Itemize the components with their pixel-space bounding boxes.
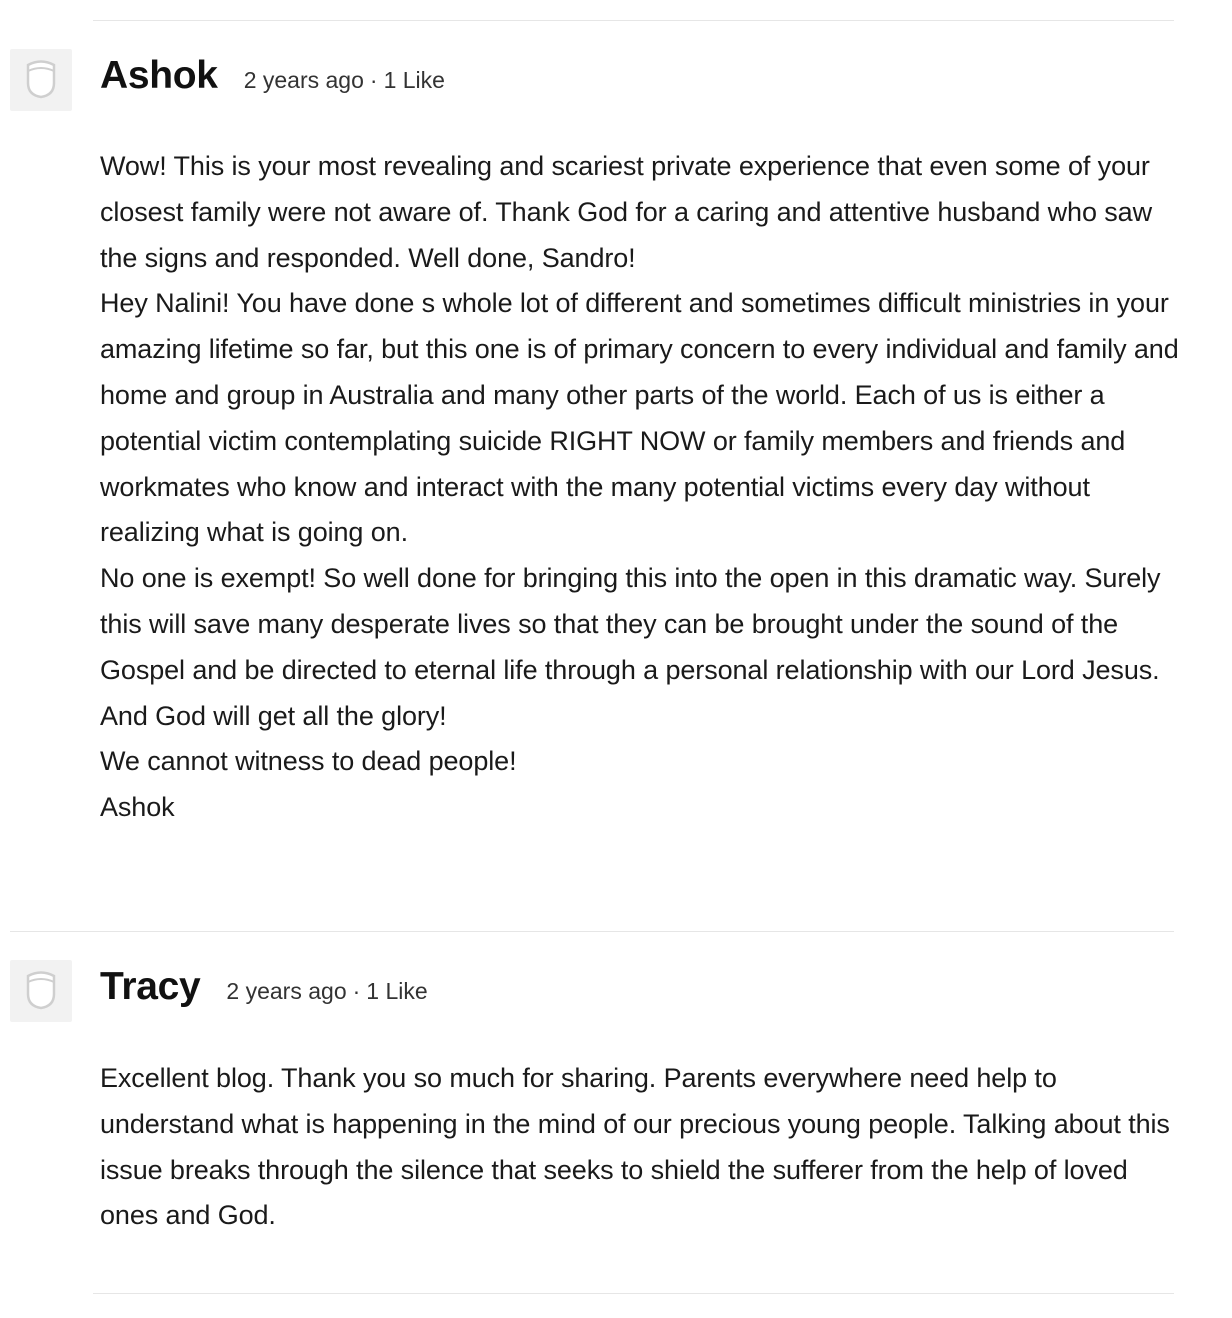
comment-divider	[93, 20, 1174, 21]
default-avatar-icon	[25, 970, 57, 1012]
comment-body	[100, 1056, 1180, 1239]
comment-time[interactable]: 2 years ago	[243, 67, 364, 93]
meta-separator: ·	[352, 978, 361, 1004]
comment-meta	[226, 978, 427, 1005]
comment-header	[100, 965, 428, 1009]
comment-divider	[10, 931, 1174, 932]
comment-meta	[244, 67, 445, 94]
comment-paragraph: No one is exempt! So well done for bringing this into the open in this dramatic way. Surely this will save many desperate lives so that they can be brought under the sound of the Gospel and be directed to eternal life through a personal relationship with our Lord Jesus. And God will get all the glory!	[100, 563, 1161, 731]
comment-paragraph: Excellent blog. Thank you so much for sharing. Parents everywhere need help to understand what is happening in the mind of our precious young people. Talking about this issue breaks through the silence that seeks to shield the sufferer from the help of loved ones and God.	[100, 1063, 1170, 1231]
comment-author[interactable]: Ashok	[100, 54, 218, 97]
comment-divider	[93, 1293, 1174, 1294]
comment-likes[interactable]: 1 Like	[366, 978, 428, 1004]
avatar[interactable]	[10, 960, 72, 1022]
comment-author[interactable]: Tracy	[100, 965, 201, 1008]
comment-header	[100, 54, 445, 98]
comment-paragraph: Hey Nalini! You have done s whole lot of different and sometimes difficult ministries in your amazing lifetime so far, but this one is of primary concern to every individual and family and home and group in Australia and many other parts of the world. Each of us is either a potential victim contemplating suicide RIGHT NOW or family members and friends and workmates who know and interact with the many potential victims every day without realizing what is going on.	[100, 288, 1179, 548]
avatar[interactable]	[10, 49, 72, 111]
comment-body	[100, 144, 1180, 831]
comment-paragraph: Ashok	[100, 792, 175, 823]
meta-separator: ·	[369, 67, 378, 93]
default-avatar-icon	[25, 59, 57, 101]
comment-time[interactable]: 2 years ago	[226, 978, 347, 1004]
comment-paragraph: Wow! This is your most revealing and scariest private experience that even some of your closest family were not aware of. Thank God for a caring and attentive husband who saw the signs and responded. Well done, Sandro!	[100, 151, 1152, 273]
comment-paragraph: We cannot witness to dead people!	[100, 746, 517, 777]
comment-likes[interactable]: 1 Like	[383, 67, 445, 93]
